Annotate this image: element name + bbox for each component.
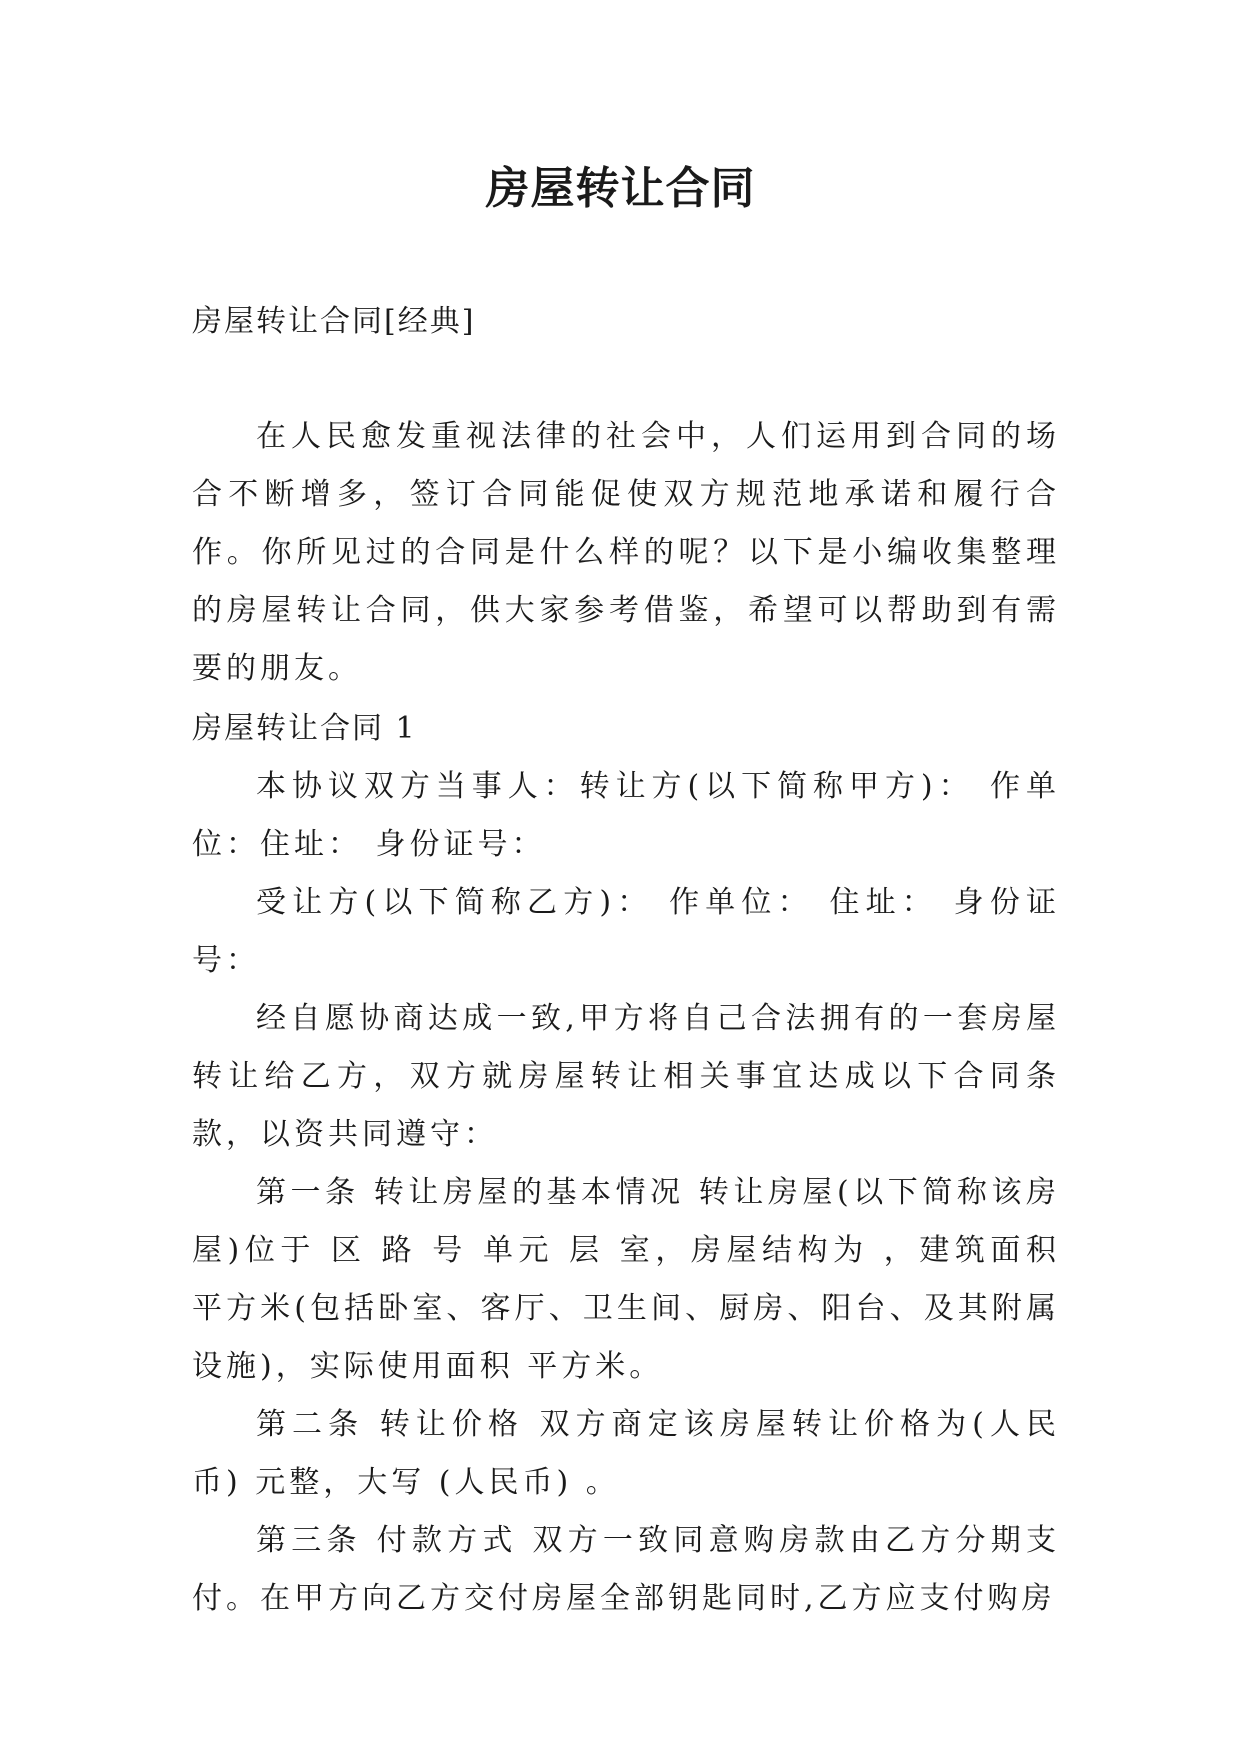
section-heading: 房屋转让合同 1 bbox=[192, 711, 417, 746]
contract-paragraph-agreement: 经自愿协商达成一致,甲方将自己合法拥有的一套房屋转让给乙方，双方就房屋转让相关事宜达成以下合同条款，以资共同遵守： bbox=[192, 1001, 1060, 1152]
contract-section bbox=[192, 700, 1060, 1628]
document-subtitle: 房屋转让合同[经典] bbox=[192, 304, 476, 339]
document-title: 房屋转让合同 bbox=[485, 163, 756, 214]
intro-paragraph: 在人民愈发重视法律的社会中，人们运用到合同的场合不断增多，签订合同能促使双方规范地承诺和履行合作。你所见过的合同是什么样的呢？以下是小编收集整理的房屋转让合同，供大家参考借鉴，希望可以帮助到有需要的朋友。 bbox=[192, 419, 1060, 686]
contract-article-1: 第一条 转让房屋的基本情况 转让房屋(以下简称该房屋)位于 区 路 号 单元 层 室，房屋结构为 ，建筑面积 平方米(包括卧室、客厅、卫生间、厨房、阳台、及其附属设施)，实际使用面积 平方米。 bbox=[192, 1175, 1060, 1384]
contract-paragraph-parties: 本协议双方当事人：转让方(以下简称甲方)： 作单位：住址： 身份证号： bbox=[192, 769, 1060, 862]
contract-article-2: 第二条 转让价格 双方商定该房屋转让价格为(人民币) 元整，大写 (人民币) 。 bbox=[192, 1407, 1060, 1500]
contract-article-3: 第三条 付款方式 双方一致同意购房款由乙方分期支付。在甲方向乙方交付房屋全部钥匙同时,乙方应支付购房 bbox=[192, 1523, 1060, 1616]
intro-section bbox=[192, 408, 1060, 698]
contract-paragraph-transferee: 受让方(以下简称乙方)： 作单位： 住址： 身份证号： bbox=[192, 885, 1060, 978]
